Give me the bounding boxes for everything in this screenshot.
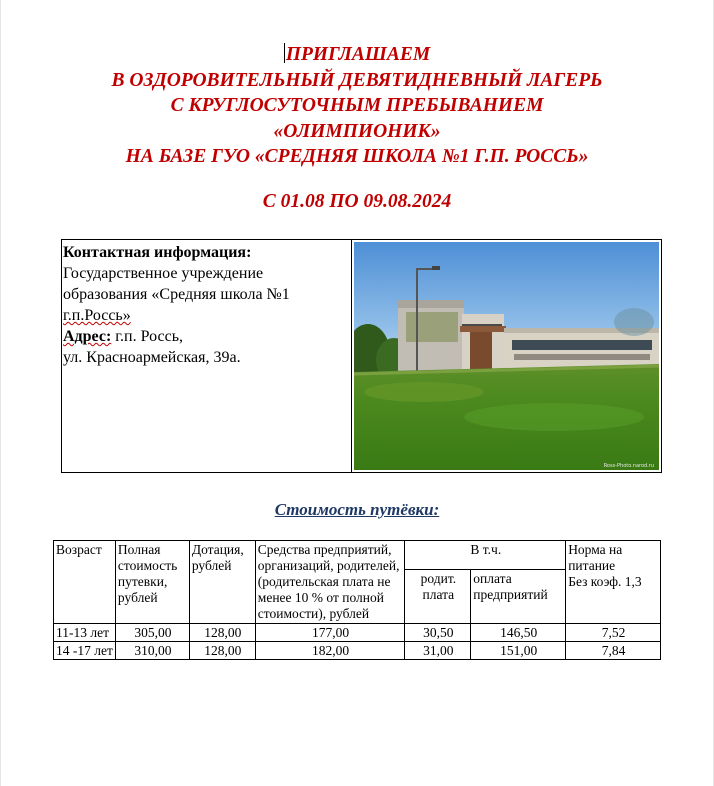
heading-line-5: НА БАЗЕ ГУО «СРЕДНЯЯ ШКОЛА №1 Г.П. РОССЬ» [125,146,589,167]
cell-full: 310,00 [115,642,189,660]
cell-parent: 31,00 [405,642,471,660]
org-line-2: образования «Средняя школа №1 [63,286,290,303]
contact-table [61,239,662,473]
price-table [53,540,661,660]
heading-line-3: С КРУГЛОСУТОЧНЫМ ПРЕБЫВАНИЕМ [170,95,544,116]
cell-enterprise: 146,50 [471,624,566,642]
invitation-heading [0,42,714,170]
header-age: Возраст [54,541,116,624]
table-row [54,624,661,642]
header-subsidy: Дотация, рублей [189,541,255,624]
header-full-cost: Полная стоимость путевки, рублей [115,541,189,624]
table-header-row [54,541,661,570]
camp-dates: С 01.08 ПО 09.08.2024 [262,191,452,212]
header-funds: Средства предприятий, организаций, родителей, (родительская плата не менее 10 % от полной стоимости), рублей [255,541,405,624]
header-norm [566,541,661,624]
cell-subsidy: 128,00 [189,624,255,642]
org-line-3: г.п.Россь» [63,307,131,324]
contact-info-cell [62,240,352,472]
header-norm-coef: Без коэф. 1,3 [568,574,642,589]
photo-watermark: Ross-Photo.narod.ru [603,463,654,469]
cell-parent: 30,50 [405,624,471,642]
heading-line-1 [0,42,714,68]
address-city: г.п. Россь, [111,328,183,345]
table-row [54,642,661,660]
price-title: Стоимость путёвки: [274,500,440,519]
text-cursor [284,43,285,63]
header-enterprise-pay: оплата предприятий [471,569,566,623]
org-line-1: Государственное учреждение [63,265,264,282]
header-parent-pay: родит. плата [405,569,471,623]
school-building-photo [354,242,659,470]
cell-funds: 177,00 [255,624,405,642]
heading-line-1-text: ПРИГЛАШАЕМ [285,44,431,65]
address-label: Адрес: [63,328,112,345]
address-line-1 [63,326,351,347]
header-including: В т.ч. [405,541,566,570]
cell-norm: 7,84 [566,642,661,660]
heading-line-4: «ОЛИМПИОНИК» [273,120,441,142]
cell-norm: 7,52 [566,624,661,642]
cell-full: 305,00 [115,624,189,642]
cell-enterprise: 151,00 [471,642,566,660]
heading-line-2: В ОЗДОРОВИТЕЛЬНЫЙ ДЕВЯТИДНЕВНЫЙ ЛАГЕРЬ [111,69,603,91]
cell-subsidy: 128,00 [189,642,255,660]
address-line-2: ул. Красноармейская, 39а. [63,349,241,366]
cell-age: 11-13 лет [54,624,116,642]
header-norm-title: Норма на питание [568,542,623,573]
cell-age: 14 -17 лет [54,642,116,660]
contact-title: Контактная информация: [63,244,252,261]
cell-funds: 182,00 [255,642,405,660]
